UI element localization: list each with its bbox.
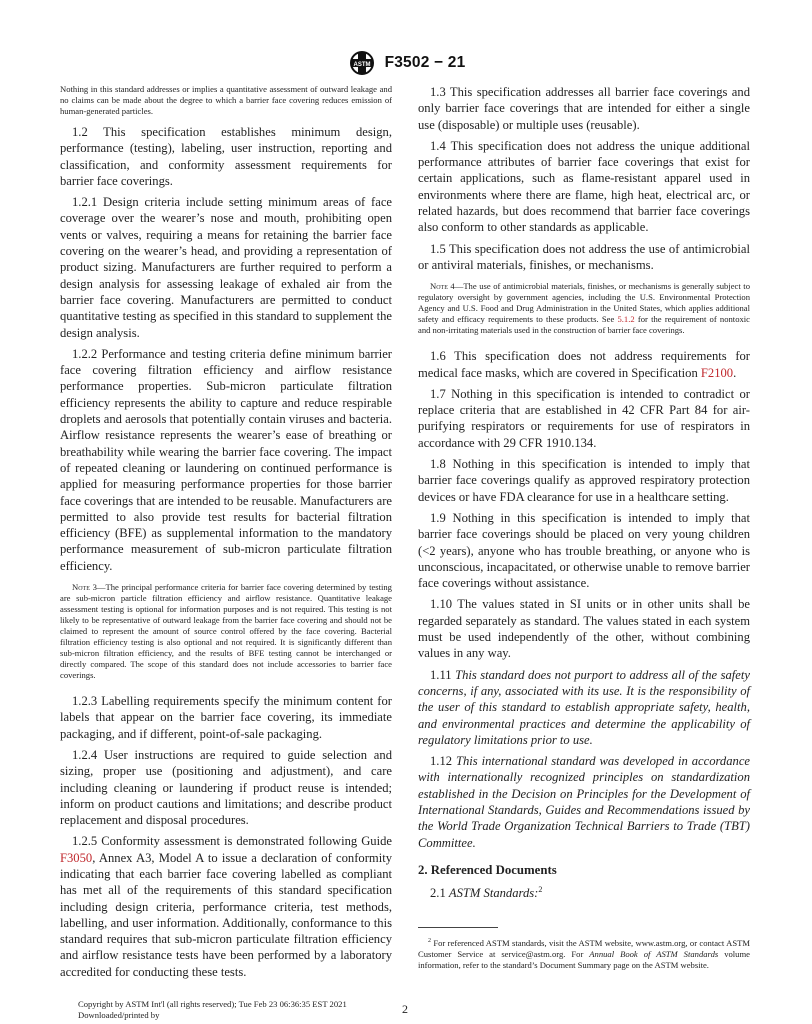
right-column — [418, 84, 750, 971]
note-3-label: Note 3 — [72, 582, 97, 593]
note-4-text-b: for the requirement of nontoxic and non-irritating materials used in the construction of barrier face coverings. — [418, 314, 750, 336]
footnote-divider — [418, 927, 498, 928]
note-4-label: Note 4 — [430, 281, 455, 292]
page-number: 2 — [402, 1002, 408, 1016]
section-1-4: 1.4 This specification does not address the unique additional performance attributes of barrier face coverings that exist for certain applications, such as flame-resistant apparel used in environments where there are flame, high heat, electrical arc, or related hazards, but does recommend that barrier face coverings also conform to other standards as applicable. — [418, 138, 750, 235]
astm-logo-icon — [347, 50, 377, 76]
section-1-12-text: This international standard was developed in accordance with internationally recognized principles on standardization established in the Decision on Principles for the Development of International Standards, Guides and Recommendations issued by the World Trade Organization Technical Barriers to Trade (TBT) Committee. — [418, 754, 750, 850]
section-2-1-number: 2.1 — [430, 886, 449, 901]
note-4-text-a: —The use of antimicrobial materials, finishes, or mechanisms is generally subject to regulatory oversight by government agencies, including the U.S. Environmental Protection Agency and U.S. Food and Drug Administration in the United States, which applies additional safety and efficacy requirements to these products. See — [418, 281, 750, 325]
footnote-2-book-title: Annual Book of ASTM Standards — [589, 949, 719, 960]
section-2-1-title: ASTM Standards: — [448, 886, 539, 901]
section-1-6 — [418, 348, 750, 381]
copyright-line: Copyright by ASTM Int'l (all rights reserved); Tue Feb 23 06:36:35 EST 2021 — [78, 999, 347, 1009]
section-1-6-text-a: 1.6 This specification does not address requirements for medical face masks, which are covered in Specification — [418, 349, 750, 380]
page-footer — [78, 999, 347, 1020]
note-3 — [60, 582, 392, 681]
footnote-2-marker: 2 — [428, 938, 431, 945]
section-1-2-5 — [60, 833, 392, 980]
section-1-2-5-text-b: , Annex A3, Model A to issue a declaration of conformity indicating that each barrier face covering labelled as compliant has met all of the requirements of this standard specification including design criteria, performance criteria, test methods, labelling, and user information. Additionally, conformance to this standard requires that sub-micron particulate filtration efficiency and airflow resistance tests have been performed by a laboratory accredited for conducting these tests. — [60, 850, 392, 979]
footnote-2-text-a: For referenced ASTM standards, visit the ASTM website, www.astm.org, or contact ASTM Customer Service at service@astm.org. For — [418, 938, 750, 960]
link-5-1-2[interactable]: 5.1.2 — [617, 314, 635, 325]
section-1-3: 1.3 This specification addresses all barrier face coverings and only barrier face coverings that are intended for either a single use (disposable) or multiple uses (reusable). — [418, 85, 750, 132]
document-designation: F3502 − 21 — [384, 54, 466, 71]
downloaded-line: Downloaded/printed by — [78, 1009, 160, 1020]
section-2-1 — [418, 882, 750, 901]
section-1-2-1: 1.2.1 Design criteria include setting minimum areas of face coverage over the wearer’s nose and mouth, prohibiting open vents or valves, requiring a means for retaining the barrier face covering on the wearer’s head, and providing a representation of product sizing. Manufacturers are further required to perform a design analysis for assessing leakage of exhaled air from the barrier face covering. Manufacturers are permitted to conduct quantitative testing as specified in this standard to supplement the design analysis. — [60, 195, 392, 340]
link-f3050[interactable]: F3050 — [60, 850, 93, 865]
section-1-5: 1.5 This specification does not address the use of antimicrobial or antiviral materials, finishes, or mechanisms. — [418, 241, 750, 272]
section-1-12 — [418, 753, 750, 851]
note-4 — [418, 281, 750, 336]
section-1-2: 1.2 This specification establishes minimum design, performance (testing), labeling, user instruction, reporting and classification, and conformity assessment requirements for barrier face coverings. — [60, 125, 392, 188]
section-1-12-number: 1.12 — [430, 754, 456, 769]
section-2-heading: 2. Referenced Documents — [418, 862, 557, 877]
section-1-11 — [418, 667, 750, 748]
footnote-ref-2[interactable]: 2 — [538, 884, 543, 894]
left-column — [60, 84, 392, 985]
section-1-2-5-text-a: 1.2.5 Conformity assessment is demonstrated following Guide — [72, 834, 392, 849]
section-1-7: 1.7 Nothing in this specification is intended to contradict or replace criteria that are established in 42 CFR Part 84 for air-purifying respirators or requirements for use of respirators in accordance with 29 CFR 1910.134. — [418, 386, 750, 450]
section-1-9: 1.9 Nothing in this specification is intended to imply that barrier face coverings should be placed on very young children (<2 years), anyone who has trouble breathing, or anyone who is unconscious, incapacitated, or otherwise unable to remove barrier face coverings without assistance. — [418, 510, 750, 591]
section-1-2-2: 1.2.2 Performance and testing criteria define minimum barrier face covering filtration efficiency and airflow resistance performance properties. Sub-micron particulate filtration efficiency represents the ability to capture and reduce respirable droplets and aerosols that potentially contain viruses and bacteria. Airflow resistance represents the wearer’s ease of breathing or breathability while wearing the barrier face covering. The impact of repeated cleaning or laundering on continued performance is applied for measuring performance properties for those barrier face coverings that are intended to be reusable. Manufacturers are permitted to also provide test results for bacterial filtration efficiency (BFE) as supplemental information to the mandatory performance measurement of sub-micron particulate filtration efficiency. — [60, 346, 392, 573]
intro-text: Nothing in this standard addresses or implies a quantitative assessment of outward leakage and no claims can be made about the degree to which a barrier face covering reduces emission of human-generated particles. — [60, 84, 392, 116]
section-1-6-text-b: . — [733, 365, 737, 380]
page-header — [0, 50, 812, 76]
footnote-2-text-b: volume information, refer to the standard’s Document Summary page on the ASTM website. — [418, 949, 750, 971]
section-1-2-4: 1.2.4 User instructions are required to guide selection and sizing, proper use (positioning and adjustment), and care including cleaning or laundering if product reuse is intended; inform on product cautions and limitations; and describe product replacement and disposal procedures. — [60, 747, 392, 828]
section-1-10: 1.10 The values stated in SI units or in other units shall be regarded separately as standard. The values stated in each system must be used independently of the other, without combining values in any way. — [418, 597, 750, 661]
svg-text:ASTM: ASTM — [353, 61, 371, 68]
section-1-8: 1.8 Nothing in this specification is intended to imply that barrier face coverings qualify as approved respiratory protection devices or have FDA clearance for use in a healthcare setting. — [418, 457, 750, 504]
footnote-2 — [418, 936, 750, 971]
note-3-text: —The principal performance criteria for barrier face covering determined by testing are sub-micron particle filtration efficiency and airflow resistance. Quantitative leakage assessment testing is optional for information purposes and is not required. This testing is not likely to be representative of outward leakage from the barrier face covering and should not be claimed to represent the amount of source control offered by the face covering. Bacterial filtration efficiency testing is also optional and not required. It is significantly different than sub-micron filtration efficiency, and the results of BFE testing cannot be interchanged or directly compared. The scope of this standard does not include accessories to barrier face coverings. — [60, 582, 392, 681]
section-1-11-text: This standard does not purport to address all of the safety concerns, if any, associated with its use. It is the responsibility of the user of this standard to establish appropriate safety, health, and environmental practices and determine the applicability of regulatory limitations prior to use. — [418, 667, 750, 747]
link-f2100[interactable]: F2100 — [700, 365, 734, 380]
section-1-11-number: 1.11 — [430, 667, 456, 682]
section-1-2-3: 1.2.3 Labelling requirements specify the minimum content for labels that appear on the barrier face covering, its immediate packaging, and if different, point-of-sale packaging. — [60, 694, 392, 741]
